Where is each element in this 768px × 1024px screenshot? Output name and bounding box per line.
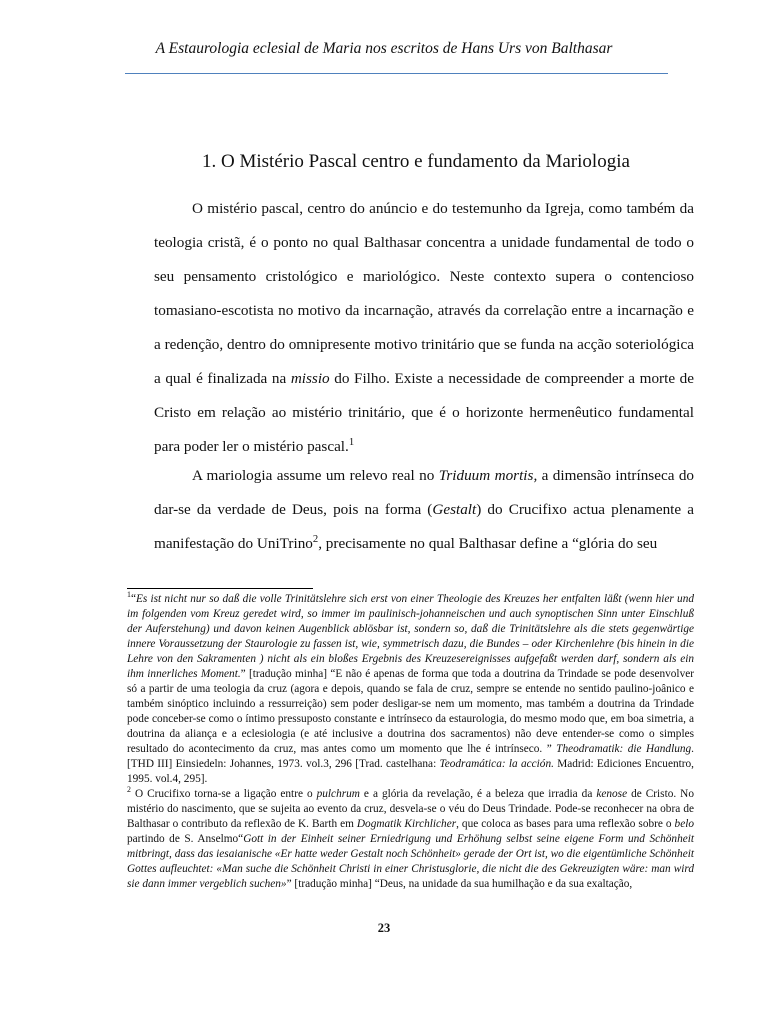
page-number: 23 [377,921,391,935]
footnote-german-quote: Es ist nicht nur so daß die volle Trinitätslehre sich erst von einer Theologie des Kreuzes her entfalten läßt (wenn hier und im folgenden vom Kreuz geredet wird, so immer im paulinisch-johanneischen und auch synoptischen Sinn unter Einschluß der Auferstehung) und davon keinen Augenblick ablösbar ist, sondern so, daß die Trinitätslehre als die stets gegenwärtige innere Voraussetzung der Staurologie zu fassen ist, wie, symmetrisch dazu, die Bundes – oder Kirchenlehre (bis hinein in die Lehre von den Sakramenten ) nicht als ein bloßes Ergebnis des Kreuzesereignisses aufgefaßt werden darf, sondern als ein ihm innerliches Moment. [127,593,694,680]
paragraph-text: do Filho. Existe a necessidade de compreender a morte de Cristo em relação ao mistério trinitário, que é o horizonte hermenêutico fundamental para poder ler o mistério pascal. [154,370,694,455]
header-rule [125,73,668,74]
footnote-text: Madrid: Ediciones Encuentro, 1995. vol.4, 295]. [127,758,694,785]
footnote-book-title: Teodramática: la acción. [439,758,554,770]
paragraph-text: A mariologia assume um relevo real no [192,467,439,484]
footnote-text: , que coloca as bases para uma reflexão sobre o [456,818,675,830]
footnote-text: de Cristo. No mistério do nascimento, que se sujeita ao evento da cruz, desvela-se o véu do Deus Trindade. Pode-se reconhecer na obra de Balthasar o contributo da reflexão de K. Barth em [127,788,694,830]
footnote-text: O Crucifixo torna-se a ligação entre o [130,788,317,800]
footnote-text: partindo de S. Anselmo“ [127,833,244,845]
paragraph-italic: missio [290,370,330,387]
paragraph-italic: Triduum mortis, [438,467,538,484]
footnote-italic: belo [674,818,694,830]
footnote-book-title: Theodramatik: die Handlung [556,743,692,755]
body-paragraph-1 [154,192,694,464]
section-title: 1. O Mistério Pascal centro e fundamento da Mariologia [202,151,630,172]
footnote-reference[interactable]: 2 [312,533,319,545]
footnote-1 [127,592,694,787]
footnote-reference[interactable]: 1 [348,436,355,448]
footnote-italic: kenose [596,788,628,800]
footnote-text: . [THD III] Einsiedeln: Johannes, 1973. vol.3, 296 [Trad. castelhana: [127,743,694,770]
paragraph-text: , precisamente no qual Balthasar define a “glória do seu [318,535,658,552]
footnotes [127,592,694,892]
footnote-separator [127,588,313,589]
footnote-text: [tradução minha] “E não é apenas de forma que toda a doutrina da Trindade se pode desenvolver só a partir de uma teologia da cruz (agora e depois, quando se fala de cruz, sempre se entende no sentido paulino-joânico e também sinóptico incluindo a ressurreição) sem poder desligar-se nem um momento, mas também a doutrina da Trindade pode conceber-se como o íntimo pressuposto constante e intrínseco da estaurologia, do mesmo modo que, em boa simetria, a doutrina da aliança e a eclesiologia (e até inclusive a doutrina dos sacramentos) não deve entender-se como o simples resultado do acontecimento da cruz, mas antes como um momento que lhe é intrínseco. ” [127,668,694,755]
paragraph-text: ) do Crucifixo actua plenamente a manifestação do UniTrino [154,501,694,552]
footnote-german-quote: Gott in der Einheit seiner Erniedrigung und Erhöhung selbst seine eigene Form und Schönheit mitbringt, dass das iesaianische «Er hatte weder Gestalt noch Schönheit» gerade der Ort ist, wo die eigentümliche Schönheit Gottes aufleuchtet: «Man suche die Schönheit Christi in einer Christusglorie, die nicht die des Gekreuzigten wäre: man wird sie dann immer vergeblich suchen» [127,833,695,890]
footnote-text: ” [tradução minha] “Deus, na unidade da sua humilhação e da sua exaltação, [286,878,633,890]
running-header: A Estaurologia eclesial de Maria nos escritos de Hans Urs von Balthasar [155,40,613,57]
footnote-text: ” [240,668,246,680]
footnote-2 [127,787,694,892]
footnote-number: 1 [127,590,131,600]
footnote-italic: Dogmatik Kirchlicher [356,818,457,830]
paragraph-text: O mistério pascal, centro do anúncio e do testemunho da Igreja, como também da teologia cristã, é o ponto no qual Balthasar concentra a unidade fundamental de todo o seu pensamento cristológico e mariológico. Neste contexto supera o contencioso tomasiano-escotista no motivo da incarnação, através da correlação entre a incarnação e a redenção, dentro do omnipresente motivo trinitário que se funda na acção soteriológica a qual é finalizada na [154,200,694,387]
footnote-text: “ [130,593,136,605]
paragraph-text: a dimensão intrínseca do dar-se da verdade de Deus, pois na forma ( [154,467,694,518]
paragraph-italic: Gestalt [432,501,477,518]
footnote-italic: pulchrum [316,788,360,800]
footnote-text: e a glória da revelação, é a beleza que irradia da [359,788,597,800]
footnote-number: 2 [127,785,131,795]
body-paragraph-2 [154,459,694,561]
